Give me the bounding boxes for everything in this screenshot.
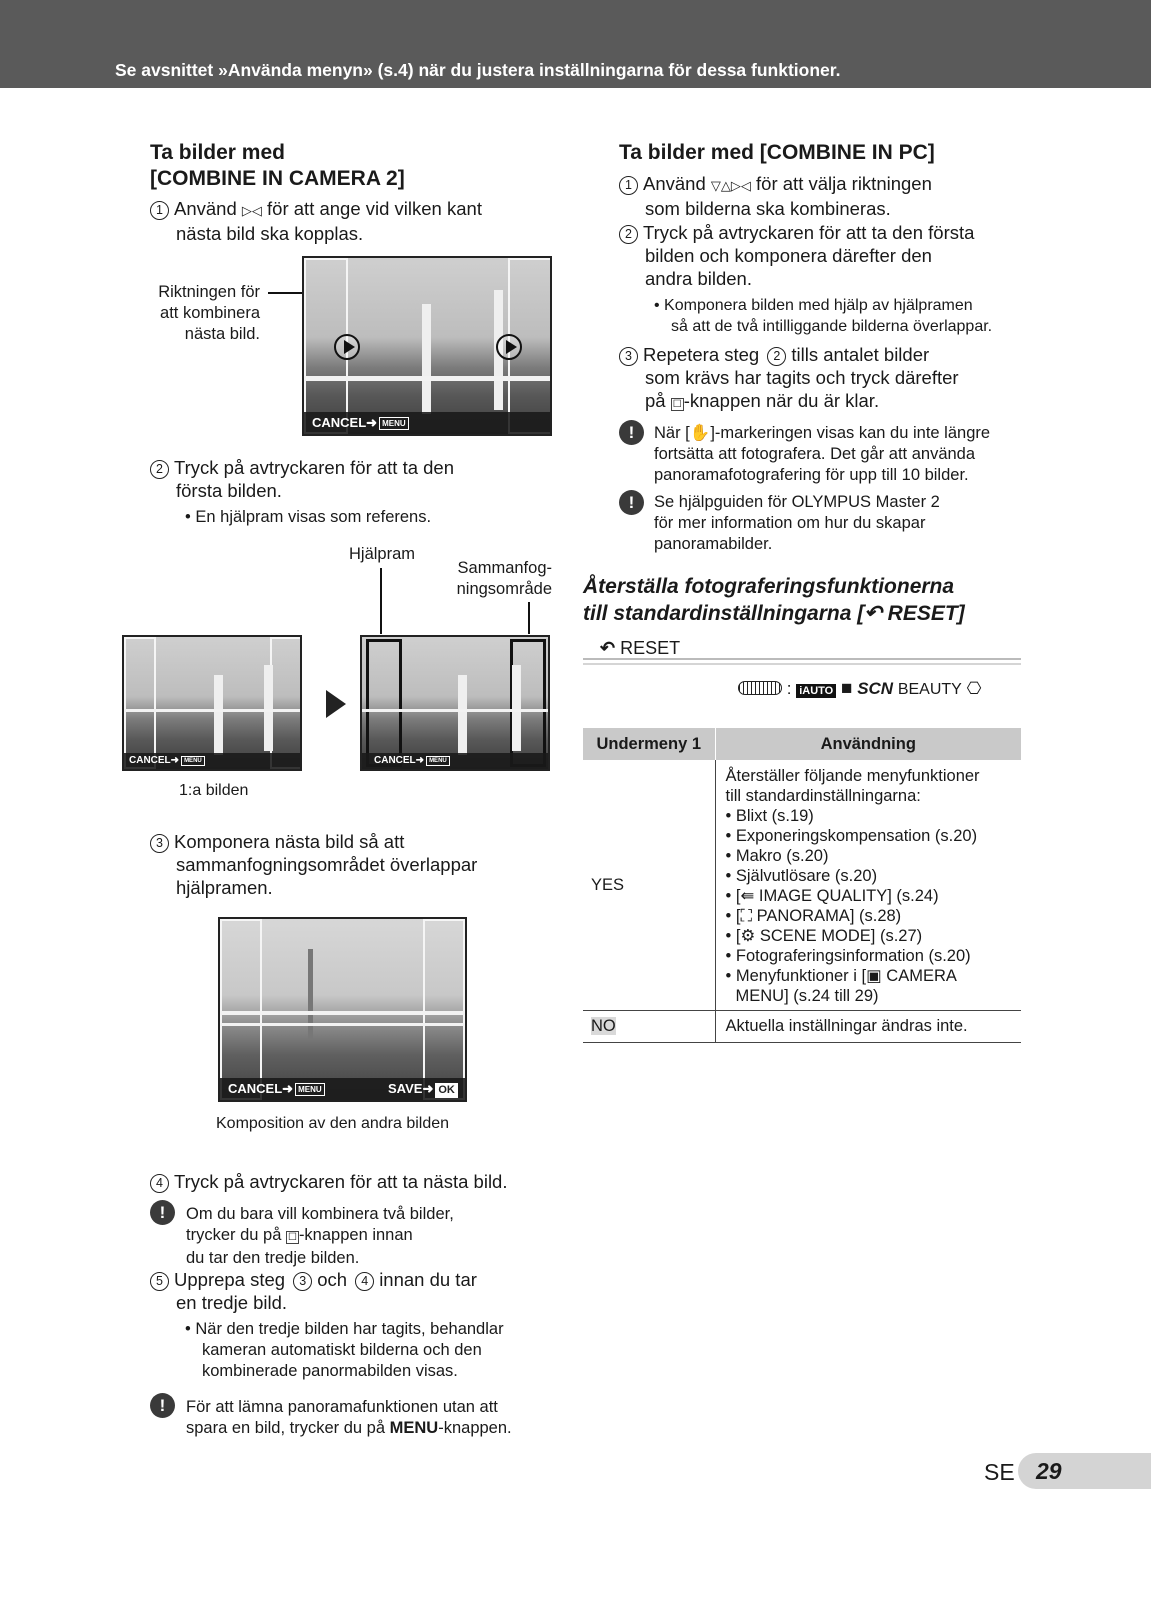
table-cell-value: Aktuella inställningar ändras inte. <box>725 1017 968 1035</box>
mode-icons: : iAUTO ■ SCN BEAUTY ⎔ <box>738 678 981 700</box>
left-step-4: 4 Tryck på avtryckaren för att ta nästa bild. <box>150 1170 570 1193</box>
divider <box>583 658 1021 660</box>
right-step-1: 1 Använd ▽△▷◁ för att välja riktningen som bilderna ska kombineras. <box>619 172 1059 220</box>
reset-arrow-icon: ↶ <box>864 602 882 625</box>
left-step-2: 2 Tryck på avtryckaren för att ta den första bilden. <box>150 456 570 502</box>
table-header-row <box>583 728 1021 760</box>
movie-icon: ⎔ <box>966 679 982 698</box>
left-title <box>150 140 405 192</box>
scn-icon: SCN <box>857 679 894 698</box>
left-step-1: 1 Använd ▷◁ för att ange vid vilken kant nästa bild ska kopplas. <box>150 197 570 245</box>
left-title-line2: [COMBINE IN CAMERA 2] <box>150 167 405 190</box>
right-note-1: När [✋]-markeringen visas kan du inte längre fortsätta att fotografera. Det går att använda panoramafotografering för upp till 10 bilder. <box>654 424 991 484</box>
banner-text: Se avsnittet »Använda menyn» (s.4) när du justera inställningarna för dessa funktioner. <box>115 60 841 80</box>
table-cell-key: NO <box>583 1011 715 1043</box>
reset-menu-label: ↶ RESET <box>600 638 681 658</box>
reset-arrow-icon: ↶ <box>600 638 616 658</box>
caution-icon: ! <box>619 420 644 445</box>
ok-button-icon: ☐ <box>287 1232 297 1243</box>
first-image-caption: 1:a bilden <box>179 782 249 799</box>
camera-icon: ■ <box>840 678 853 699</box>
direction-label: Riktningen för att kombinera nästa bild. <box>158 283 260 343</box>
table-cell-value: Återställer följande menyfunktioner till standardinställningarna: • Blixt (s.19) • Exponeringskompensation (s.20) • Makro (s.20) • Självutlösare (s.20) • [⇚ IMAGE QUALITY] (s.24) • [⛶ PANORAMA] (s.28) • [⚙ SCENE MODE] (s.27) • Fotograferingsinformation (s.20) • Menyfunktioner i [▣ CAMERA MENU] (s.24 till 29) <box>725 767 980 1005</box>
caution-icon: ! <box>150 1393 175 1418</box>
column-header: Undermeny 1 <box>583 728 715 760</box>
scene-mode-icon: ⚙ <box>740 927 756 945</box>
column-header: Användning <box>715 728 1021 760</box>
mode-dial-icon <box>738 681 782 695</box>
reset-section-title: Återställa fotograferingsfunktionerna till standardinställningarna [↶ RESET] <box>583 575 965 625</box>
page-number-box <box>1018 1453 1151 1489</box>
camera-menu-icon: ▣ <box>866 967 882 985</box>
right-arrow-icon <box>496 334 522 360</box>
panorama-icon: ⛶ <box>740 907 753 925</box>
direction-arrows-icon: ▽△▷◁ <box>710 178 751 193</box>
image-quality-icon: ⇚ <box>740 887 755 905</box>
left-step-3: 3 Komponera nästa bild så att sammanfogningsområdet överlappar hjälpramen. <box>150 830 570 899</box>
left-arrow-icon <box>334 334 360 360</box>
beauty-icon: BEAUTY <box>897 681 962 698</box>
table-cell-key: YES <box>583 760 715 1011</box>
language-code: SE <box>984 1459 1015 1485</box>
help-frame-label: Hjälpram <box>349 545 416 563</box>
next-arrow-icon <box>326 690 346 718</box>
left-title-line1: Ta bilder med <box>150 141 285 164</box>
iauto-icon: iAUTO <box>796 684 836 698</box>
page-number: 29 <box>1036 1458 1062 1484</box>
caution-icon: ! <box>150 1200 175 1225</box>
left-note-2: För att lämna panoramafunktionen utan att spara en bild, trycker du på MENU-knappen. <box>186 1398 512 1437</box>
top-banner <box>0 0 1151 88</box>
divider <box>583 663 1021 665</box>
first-image-screen: CANCEL➜ MENU <box>122 635 302 771</box>
merge-area-label: Sammanfog- ningsområde <box>456 559 552 598</box>
reset-table <box>583 728 1021 1043</box>
left-step-5-bullet: • När den tredje bilden har tagits, behandlar kameran automatiskt bilderna och den kombinerade panormabilden visas. <box>185 1320 504 1380</box>
step-number: 1 <box>150 201 169 220</box>
caution-icon: ! <box>619 490 644 515</box>
table-row <box>583 1011 1021 1043</box>
table-row <box>583 760 1021 1011</box>
second-image-screen: CANCEL➜ MENU SAVE➜ OK <box>218 917 467 1102</box>
help-frame-screen: CANCEL➜ MENU <box>360 635 550 771</box>
right-step-3: 3 Repetera steg 2 tills antalet bilder som krävs har tagits och tryck därefter på ☐ -knappen när du är klar. <box>619 343 1059 416</box>
left-step-5: 5 Upprepa steg 3 och 4 innan du tar en tredje bild. <box>150 1268 570 1314</box>
right-step-2-bullet: • Komponera bilden med hjälp av hjälpramen så att de två intilliggande bilderna överlappar. <box>654 297 993 335</box>
right-step-2: 2 Tryck på avtryckaren för att ta den första bilden och komponera därefter den andra bilden. <box>619 221 1059 290</box>
left-step-2-bullet: • En hjälpram visas som referens. <box>185 508 432 526</box>
right-note-2: Se hjälpguiden för OLYMPUS Master 2 för mer information om hur du skapar panoramabilder. <box>654 493 940 553</box>
left-note-1: Om du bara vill kombinera två bilder, trycker du på ☐ -knappen innan du tar den tredje bilden. <box>186 1205 454 1267</box>
hand-icon: ✋ <box>689 424 711 442</box>
left-right-arrows-icon: ▷◁ <box>241 203 262 218</box>
right-title: Ta bilder med [COMBINE IN PC] <box>619 141 935 164</box>
second-image-caption: Komposition av den andra bilden <box>216 1115 450 1132</box>
camera-screen-direction <box>302 256 552 436</box>
ok-button-icon: ☐ <box>672 399 682 410</box>
cancel-bar: CANCEL➜ MENU <box>304 412 550 434</box>
